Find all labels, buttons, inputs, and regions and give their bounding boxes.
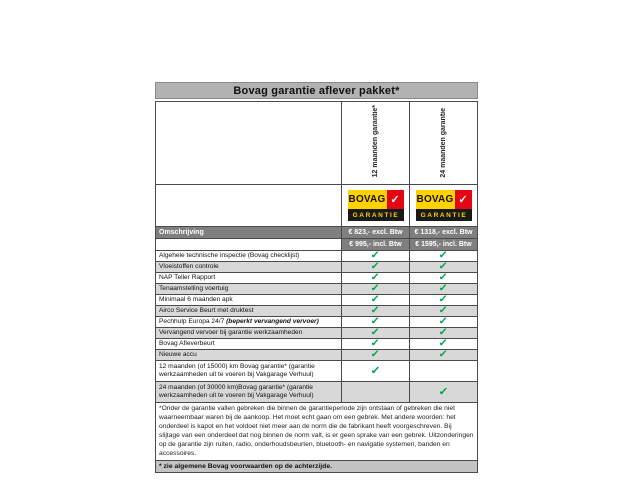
- footnote-row: [156, 403, 478, 461]
- empty-check-cell: [342, 382, 410, 403]
- check-icon: ✓: [370, 250, 381, 262]
- garantie-option-row-12: [156, 361, 478, 382]
- feature-row: [156, 284, 478, 295]
- garantie-option-label: 12 maanden (of 15000) km Bovag garantie* (garantie werkzaamheden uit te voeren bij Vakgarage Verhuul): [156, 361, 342, 382]
- header-empty-cell: [156, 102, 342, 185]
- feature-label: Tenaamstelling voertuig: [156, 284, 342, 295]
- check-icon: ✓: [370, 261, 381, 273]
- feature-label: Bovag Afleverbeurt: [156, 339, 342, 350]
- bovag-logo-text: BOVAG: [416, 190, 455, 209]
- check-icon: ✓: [438, 305, 449, 317]
- check-icon: ✓: [438, 272, 449, 284]
- bovag-garantie-text: GARANTIE: [348, 209, 404, 221]
- column-header-12-label: 12 maanden garantie*: [372, 105, 379, 178]
- check-icon: ✓: [438, 283, 449, 295]
- check-icon: ✓: [370, 294, 381, 306]
- check-icon: ✓: [438, 261, 449, 273]
- check-icon: ✓: [370, 327, 381, 339]
- column-header-12-maanden: [342, 102, 410, 185]
- empty-check-cell: [410, 361, 478, 382]
- check-icon: ✓: [438, 250, 449, 262]
- check-icon: ✓: [370, 364, 381, 377]
- column-header-24-label: 24 maanden garantie: [440, 107, 447, 178]
- feature-label: Minimaal 6 maanden apk: [156, 295, 342, 306]
- feature-label: Algehele technische inspectie (Bovag checklijst): [156, 251, 342, 262]
- logo-empty-cell: [156, 185, 342, 227]
- feature-label: Airco Service Beurt met druktest: [156, 306, 342, 317]
- feature-note: (beperkt vervangend vervoer): [226, 318, 319, 326]
- bovag-garantie-logo: [348, 190, 404, 221]
- price-12-excl: € 823,- excl. Btw: [342, 227, 410, 239]
- price-12-incl: € 995,- incl. Btw: [342, 239, 410, 251]
- feature-row: [156, 251, 478, 262]
- check-icon: ✓: [370, 283, 381, 295]
- feature-row: [156, 317, 478, 328]
- check-icon: ✓: [438, 338, 449, 350]
- feature-row: [156, 273, 478, 284]
- feature-row: [156, 339, 478, 350]
- price-24-excl: € 1318,- excl. Btw: [410, 227, 478, 239]
- check-icon: ✓: [438, 385, 449, 398]
- feature-row: [156, 306, 478, 317]
- check-icon: ✓: [370, 338, 381, 350]
- page-title: Bovag garantie aflever pakket*: [155, 82, 478, 99]
- check-icon: ✓: [438, 327, 449, 339]
- column-header-row: [156, 102, 478, 185]
- check-icon: ✓: [370, 316, 381, 328]
- garantie-option-label: 24 maanden (of 30000 km)Bovag garantie* (garantie werkzaamheden uit te voeren bij Vakgarage Verhuul): [156, 382, 342, 403]
- garantie-option-row-24: [156, 382, 478, 403]
- logo-row: [156, 185, 478, 227]
- check-icon: ✓: [370, 305, 381, 317]
- footer-row: [156, 461, 478, 473]
- price-24-incl: € 1595,- incl. Btw: [410, 239, 478, 251]
- column-header-24-maanden: [410, 102, 478, 185]
- bovag-garantie-logo: [416, 190, 472, 221]
- description-header: Omschrijving: [156, 227, 342, 239]
- check-icon: ✓: [438, 316, 449, 328]
- feature-row: [156, 328, 478, 339]
- price-row-excl: [156, 227, 478, 239]
- feature-row: [156, 350, 478, 361]
- bovag-garantie-text: GARANTIE: [416, 209, 472, 221]
- check-icon: ✓: [438, 294, 449, 306]
- feature-label: Vloeistoffen controle: [156, 262, 342, 273]
- price-row-incl: [156, 239, 478, 251]
- warranty-table: [155, 101, 478, 473]
- feature-label: Pechhulp Europa 24/7 (beperkt vervangend vervoer): [156, 317, 342, 328]
- feature-row: [156, 295, 478, 306]
- check-icon: ✓: [438, 349, 449, 361]
- feature-label: Vervangend vervoer bij garantie werkzaamheden: [156, 328, 342, 339]
- check-icon: ✓: [370, 349, 381, 361]
- footnote-text: *Onder de garantie vallen gebreken die binnen de garantieperiode zijn ontstaan of gebreken die niet waarneembaar waren bij de aankoop. Het moet echt gaan om een gebrek. Met andere woorden: het onderdeel is kapot en het voldoet niet meer aan de norm die de fabrikant heeft voorgeschreven. Bij slijtage van een onderdeel dat nog binnen de norm valt, is er geen sprake van een gebrek. Uitzonderingen op de garantie zijn ruiten, radio, onderhoudsbeurten, bluetooth- en navigatie systemen, banden en accessoires.: [156, 403, 478, 461]
- bovag-logo-text: BOVAG: [348, 190, 387, 209]
- feature-row: [156, 262, 478, 273]
- warranty-sheet: [155, 82, 478, 473]
- feature-label: Nieuwe accu: [156, 350, 342, 361]
- price-empty-cell: [156, 239, 342, 251]
- bovag-check-icon: ✓: [455, 190, 472, 209]
- check-icon: ✓: [370, 272, 381, 284]
- bovag-check-icon: ✓: [387, 190, 404, 209]
- feature-label: NAP Teller Rapport: [156, 273, 342, 284]
- footer-note: * zie algemene Bovag voorwaarden op de achterzijde.: [156, 461, 478, 473]
